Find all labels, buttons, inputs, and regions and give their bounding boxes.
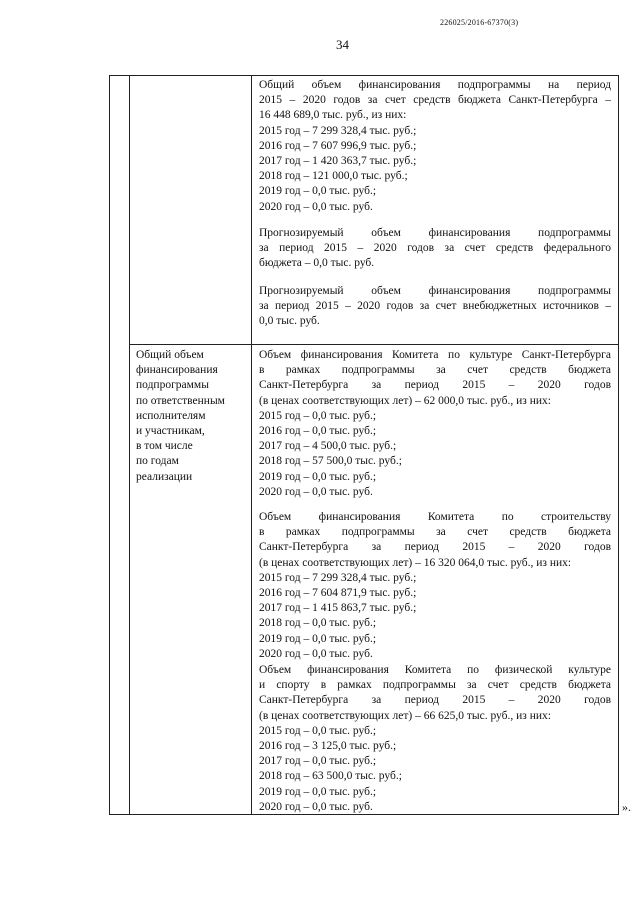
year-line: 2017 год – 1 420 363,7 тыс. руб.;	[259, 155, 417, 168]
column-divider	[251, 76, 252, 814]
total-financing-block	[259, 78, 611, 215]
year-line: 2020 год – 0,0 тыс. руб.	[259, 200, 373, 213]
text-line: 16 448 689,0 тыс. руб., из них:	[259, 109, 407, 122]
year-line: 2018 год – 63 500,0 тыс. руб.;	[259, 770, 402, 783]
federal-financing-block	[259, 226, 611, 272]
text-line: Санкт-Петербурга за период 2015 – 2020 годов	[259, 379, 611, 392]
page-number: 34	[336, 37, 349, 52]
year-line: 2018 год – 0,0 тыс. руб.;	[259, 617, 377, 630]
text-line: (в ценах соответствующих лет) – 62 000,0 тыс. руб., из них:	[259, 394, 551, 407]
label-line: по годам	[136, 455, 179, 468]
label-line: Общий объем	[136, 349, 204, 361]
financing-table	[109, 75, 619, 815]
text-line: в рамках подпрограммы за счет средств бюджета	[259, 364, 611, 377]
year-line: 2017 год – 4 500,0 тыс. руб.;	[259, 440, 397, 453]
sport-committee-block	[259, 663, 611, 815]
text-line: 0,0 тыс. руб.	[259, 315, 320, 328]
row-divider	[130, 344, 618, 345]
year-line: 2016 год – 3 125,0 тыс. руб.;	[259, 740, 397, 753]
year-line: 2016 год – 0,0 тыс. руб.;	[259, 425, 377, 438]
text-line: (в ценах соответствующих лет) – 16 320 064,0 тыс. руб., из них:	[259, 556, 572, 569]
text-line: в рамках подпрограммы за счет средств бюджета	[259, 526, 611, 539]
year-line: 2019 год – 0,0 тыс. руб.;	[259, 185, 377, 198]
year-line: 2020 год – 0,0 тыс. руб.	[259, 647, 373, 660]
extrabudgetary-financing-block	[259, 284, 611, 330]
label-line: исполнителям	[136, 409, 206, 422]
year-line: 2019 год – 0,0 тыс. руб.;	[259, 632, 377, 645]
label-line: финансирования	[136, 364, 218, 377]
year-line: 2017 год – 1 415 863,7 тыс. руб.;	[259, 602, 417, 615]
year-line: 2016 год – 7 604 871,9 тыс. руб.;	[259, 587, 417, 600]
text-line: и спорту в рамках подпрограммы за счет средств бюджета	[259, 679, 611, 692]
text-line: Объем финансирования Комитета по физической культуре	[259, 664, 611, 676]
year-line: 2018 год – 121 000,0 тыс. руб.;	[259, 170, 408, 183]
text-line: Санкт-Петербурга за период 2015 – 2020 годов	[259, 541, 611, 554]
year-line: 2020 год – 0,0 тыс. руб.	[259, 800, 373, 813]
text-line: Общий объем финансирования подпрограммы на период	[259, 79, 611, 91]
year-line: 2015 год – 0,0 тыс. руб.;	[259, 724, 377, 737]
text-line: Санкт-Петербурга за период 2015 – 2020 годов	[259, 694, 611, 707]
text-line: Объем финансирования Комитета по культуре Санкт-Петербурга	[259, 349, 611, 361]
culture-committee-block	[259, 348, 611, 500]
text-line: Прогнозируемый объем финансирования подпрограммы	[259, 227, 611, 239]
year-line: 2015 год – 7 299 328,4 тыс. руб.;	[259, 124, 417, 137]
label-line: в том числе	[136, 440, 193, 453]
text-line: бюджета – 0,0 тыс. руб.	[259, 257, 375, 270]
year-line: 2016 год – 7 607 996,9 тыс. руб.;	[259, 139, 417, 152]
row-label-financing-by-executors	[136, 348, 248, 485]
year-line: 2020 год – 0,0 тыс. руб.	[259, 485, 373, 498]
year-line: 2017 год – 0,0 тыс. руб.;	[259, 755, 377, 768]
text-line: (в ценах соответствующих лет) – 66 625,0 тыс. руб., из них:	[259, 709, 551, 722]
label-line: и участникам,	[136, 425, 205, 438]
year-line: 2019 год – 0,0 тыс. руб.;	[259, 785, 377, 798]
construction-committee-block	[259, 510, 611, 662]
text-line: за период 2015 – 2020 годов за счет внебюджетных источников –	[259, 300, 611, 313]
text-line: Объем финансирования Комитета по строительству	[259, 511, 611, 523]
closing-quote-mark: ».	[622, 800, 631, 814]
text-line: за период 2015 – 2020 годов за счет средств федерального	[259, 242, 611, 255]
label-line: подпрограммы	[136, 379, 209, 392]
year-line: 2018 год – 57 500,0 тыс. руб.;	[259, 455, 402, 468]
text-line: Прогнозируемый объем финансирования подпрограммы	[259, 285, 611, 297]
table-number-column	[110, 76, 130, 814]
year-line: 2015 год – 7 299 328,4 тыс. руб.;	[259, 571, 417, 584]
label-line: реализации	[136, 470, 193, 483]
year-line: 2019 год – 0,0 тыс. руб.;	[259, 470, 377, 483]
year-line: 2015 год – 0,0 тыс. руб.;	[259, 409, 377, 422]
label-line: по ответственным	[136, 394, 225, 407]
document-number: 226025/2016-67370(3)	[440, 18, 519, 27]
text-line: 2015 – 2020 годов за счет средств бюджета Санкт-Петербурга –	[259, 94, 611, 107]
